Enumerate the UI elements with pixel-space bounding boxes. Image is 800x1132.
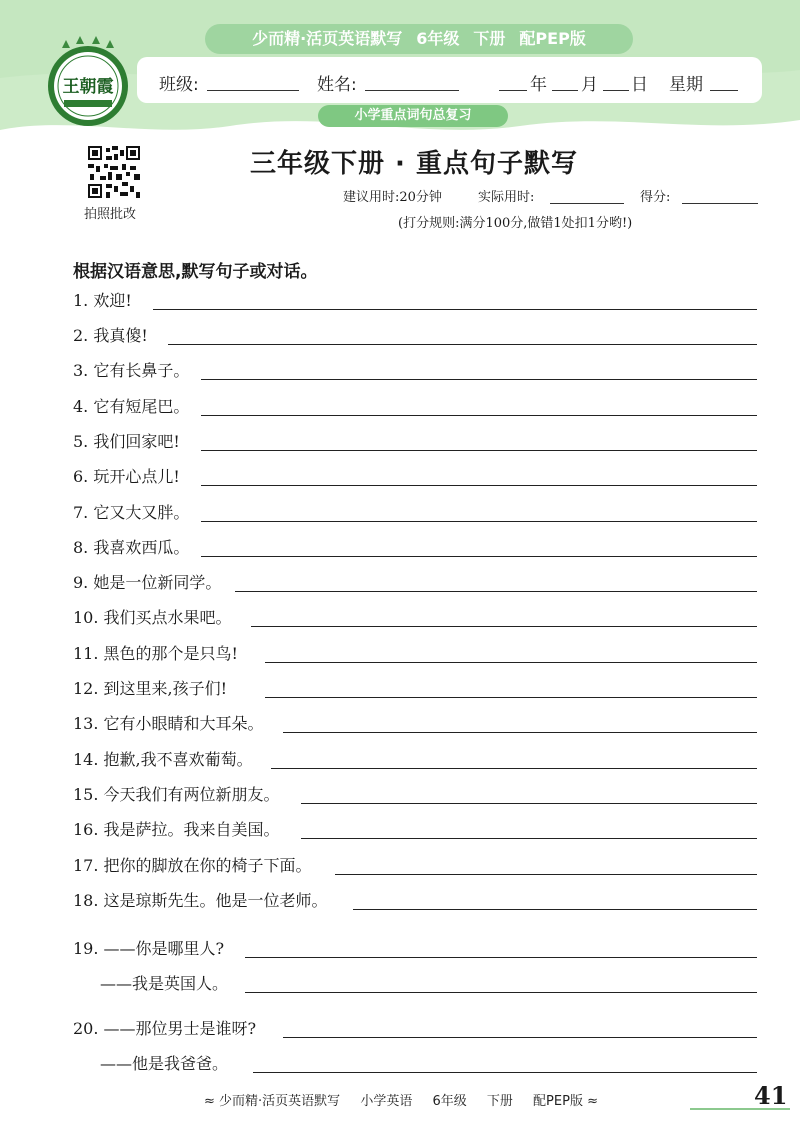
name-field[interactable] [365,90,459,91]
answer-line[interactable] [271,768,757,769]
answer-line[interactable] [201,556,757,557]
list-item [73,535,757,565]
logo-text: 王朝霞 [62,77,114,97]
item-prompt: 14. 抱歉,我不喜欢葡萄。 [73,750,253,769]
instruction: 根据汉语意思,默写句子或对话。 [73,262,318,282]
header-banner [205,24,633,54]
answer-line[interactable] [201,485,757,486]
answer-line[interactable] [245,992,757,993]
dialogue-question [73,1016,757,1046]
answer-line[interactable] [153,309,757,310]
list-item [73,500,757,530]
day-label: 日 [631,75,648,95]
list-item [73,817,757,847]
name-label: 姓名: [317,75,357,95]
banner-volume: 下册 [473,29,506,48]
suggested-time: 建议用时:20分钟 [343,190,442,205]
answer-line[interactable] [265,697,757,698]
month-label: 月 [581,75,598,95]
section-tag: 小学重点词句总复习 [318,105,508,127]
actual-time-label: 实际用时: [478,190,535,205]
footer-grade: 6年级 [432,1094,467,1109]
year-field[interactable] [499,90,527,91]
answer-line[interactable] [201,379,757,380]
footer-subject: 小学英语 [360,1094,413,1109]
item-prompt: 13. 它有小眼睛和大耳朵。 [73,714,264,733]
week-label: 星期 [669,75,703,95]
item-prompt: ——他是我爸爸。 [100,1054,229,1073]
list-item [73,323,757,353]
month-field[interactable] [552,90,578,91]
item-prompt: 4. 它有短尾巴。 [73,397,190,416]
actual-time-field[interactable] [550,203,624,204]
list-item [73,464,757,494]
brand-logo [40,34,136,130]
list-item [73,288,757,318]
list-item [73,641,757,671]
list-item [73,570,757,600]
answer-line[interactable] [335,874,757,875]
answer-line[interactable] [201,521,757,522]
answer-line[interactable] [283,732,757,733]
item-prompt: 3. 它有长鼻子。 [73,361,190,380]
list-item [73,605,757,635]
answer-line[interactable] [251,626,757,627]
score-field[interactable] [682,203,758,204]
item-prompt: 20. ——那位男士是谁呀? [73,1019,257,1038]
item-prompt: 10. 我们买点水果吧。 [73,608,232,627]
footer-edition: 配PEP版 ≈ [533,1094,598,1109]
list-item [73,429,757,459]
list-item [73,676,757,706]
item-prompt: 5. 我们回家吧! [73,432,180,451]
item-prompt: 15. 今天我们有两位新朋友。 [73,785,280,804]
qr-caption: 拍照批改 [84,207,137,222]
dialogue-answer [73,971,757,1001]
banner-grade: 6年级 [416,29,460,48]
item-prompt: 7. 它又大又胖。 [73,503,190,522]
item-prompt: 11. 黑色的那个是只鸟! [73,644,238,663]
footer-volume: 下册 [486,1094,513,1109]
scoring-rule: (打分规则:满分100分,做错1处扣1分哟!) [398,216,633,231]
answer-line[interactable] [265,662,757,663]
list-item [73,394,757,424]
item-prompt: 8. 我喜欢西瓜。 [73,538,190,557]
day-field[interactable] [603,90,629,91]
dialogue-answer [73,1051,757,1081]
dialogue-question [73,936,757,966]
item-prompt: 6. 玩开心点儿! [73,467,180,486]
week-field[interactable] [710,90,738,91]
item-prompt: 1. 欢迎! [73,291,132,310]
page-title: 三年级下册 · 重点句子默写 [250,149,578,179]
item-prompt: 16. 我是萨拉。我来自美国。 [73,820,280,839]
class-field[interactable] [207,90,299,91]
list-item [73,358,757,388]
answer-line[interactable] [201,450,757,451]
qr-code[interactable] [86,144,142,200]
list-item [73,888,757,918]
answer-line[interactable] [201,415,757,416]
answer-line[interactable] [301,838,757,839]
student-info-box [137,57,762,103]
footer-series: ≈ 少而精·活页英语默写 [204,1094,341,1109]
item-prompt: 17. 把你的脚放在你的椅子下面。 [73,856,312,875]
answer-line[interactable] [235,591,757,592]
class-label: 班级: [159,75,199,95]
list-item [73,747,757,777]
answer-line[interactable] [245,957,757,958]
item-prompt: ——我是英国人。 [100,974,229,993]
banner-edition: 配PEP版 [519,29,586,48]
item-prompt: 18. 这是琼斯先生。他是一位老师。 [73,891,328,910]
answer-line[interactable] [301,803,757,804]
footer-rule [690,1108,790,1110]
list-item [73,711,757,741]
year-label: 年 [530,75,547,95]
score-label: 得分: [640,190,671,205]
item-prompt: 2. 我真傻! [73,326,148,345]
item-prompt: 9. 她是一位新同学。 [73,573,222,592]
item-prompt: 19. ——你是哪里人? [73,939,225,958]
answer-line[interactable] [353,909,757,910]
footer [204,1090,598,1109]
page-number: 41 [754,1081,788,1110]
list-item [73,853,757,883]
item-prompt: 12. 到这里来,孩子们! [73,679,228,698]
answer-line[interactable] [283,1037,757,1038]
answer-line[interactable] [168,344,757,345]
list-item [73,782,757,812]
banner-series: 少而精·活页英语默写 [252,29,403,48]
answer-line[interactable] [253,1072,757,1073]
